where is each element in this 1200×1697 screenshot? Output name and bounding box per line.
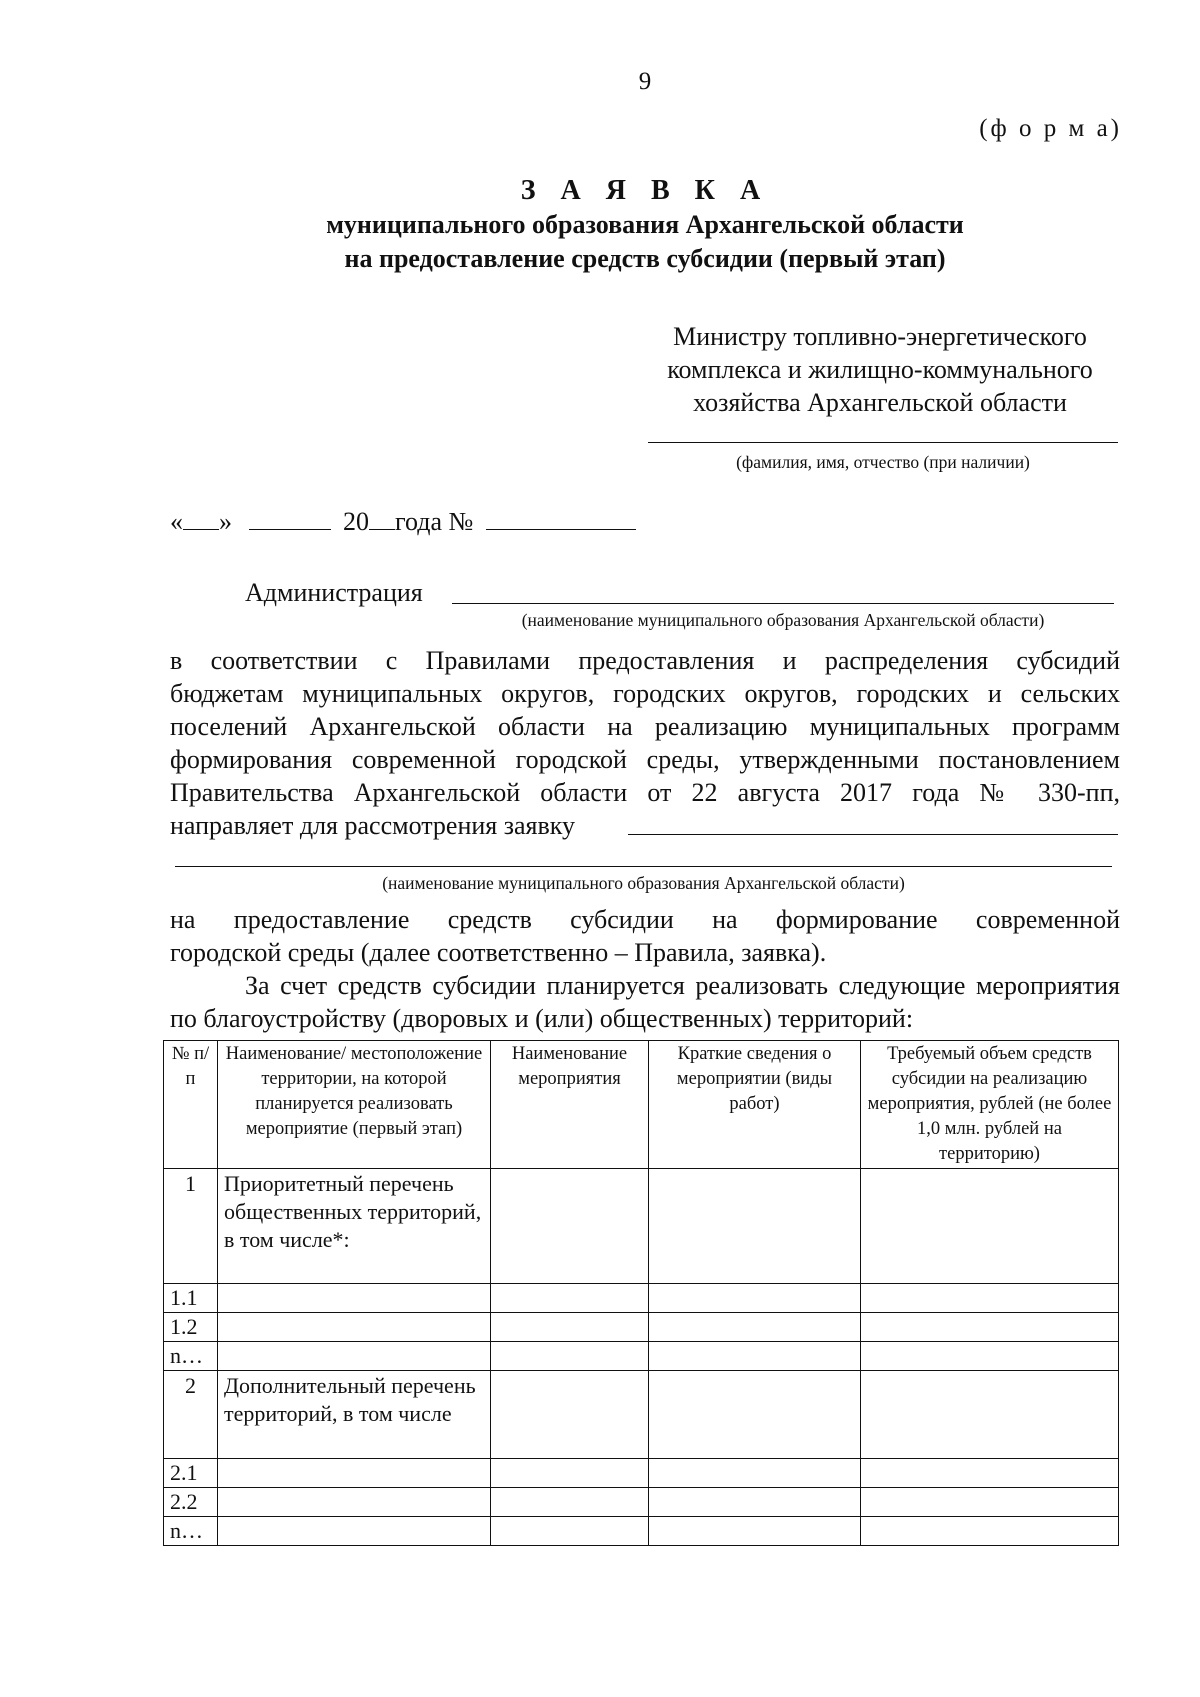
date-line: [170, 507, 636, 537]
row-amount-cell[interactable]: [861, 1284, 1119, 1313]
table-row: [164, 1169, 1119, 1284]
row-details-cell[interactable]: [649, 1169, 861, 1284]
body-line1: в соответствии с Правилами предоставления и распределения субсидий: [170, 646, 1120, 675]
date-month-field[interactable]: [249, 507, 331, 530]
row-amount-cell[interactable]: [861, 1488, 1119, 1517]
row-amount-cell[interactable]: [861, 1313, 1119, 1342]
row-territory-cell[interactable]: [218, 1488, 491, 1517]
row-measure-cell[interactable]: [491, 1342, 649, 1371]
application-name-field-continued[interactable]: [175, 866, 1112, 867]
row-number: 2: [164, 1371, 218, 1459]
document-subtitle-line2: на предоставление средств субсидии (первый этап): [344, 244, 946, 273]
date-close-quote: »: [219, 507, 232, 536]
row-territory-cell[interactable]: [218, 1459, 491, 1488]
row-amount-cell[interactable]: [861, 1371, 1119, 1459]
row-measure-cell[interactable]: [491, 1169, 649, 1284]
date-year-suffix: года №: [395, 507, 474, 536]
row-amount-cell[interactable]: [861, 1459, 1119, 1488]
row-measure-cell[interactable]: [491, 1313, 649, 1342]
table-header-row: [164, 1041, 1119, 1169]
table-header-cell: Требуемый объем средств субсидии на реализацию мероприятия, рублей (не более 1,0 млн. рублей на территорию): [861, 1041, 1119, 1169]
document-subtitle-line1: муниципального образования Архангельской области: [326, 210, 964, 239]
row-measure-cell[interactable]: [491, 1488, 649, 1517]
table-row: [164, 1517, 1119, 1546]
row-number: 1.1: [164, 1284, 218, 1313]
row-details-cell[interactable]: [649, 1284, 861, 1313]
row-amount-cell[interactable]: [861, 1517, 1119, 1546]
row-number: 1.2: [164, 1313, 218, 1342]
body-line9: За счет средств субсидии планируется реализовать следующие мероприятия: [245, 971, 1120, 1000]
table-header-cell: № п/п: [164, 1041, 218, 1169]
table-header-cell: Краткие сведения о мероприятии (виды работ): [649, 1041, 861, 1169]
administration-hint: (наименование муниципального образования Архангельской области): [521, 610, 1045, 630]
row-territory-name: Приоритетный перечень общественных территорий, в том числе*:: [218, 1169, 491, 1284]
date-open-quote: «: [170, 507, 183, 536]
row-details-cell[interactable]: [649, 1371, 861, 1459]
body-line5: Правительства Архангельской области от 22 августа 2017 года № 330-пп,: [170, 778, 1120, 807]
row-details-cell[interactable]: [649, 1517, 861, 1546]
row-number: n…: [164, 1342, 218, 1371]
body-line10: по благоустройству (дворовых и (или) общественных) территорий:: [170, 1004, 914, 1033]
table-row: [164, 1459, 1119, 1488]
row-details-cell[interactable]: [649, 1488, 861, 1517]
page-number: 9: [638, 68, 652, 95]
date-year-field[interactable]: [369, 507, 395, 530]
table-header-cell: Наименование/ местоположение территории, на которой планируется реализовать мероприятие (первый этап): [218, 1041, 491, 1169]
body-line4: формирования современной городской среды, утвержденными постановлением: [170, 745, 1120, 774]
administration-name-field[interactable]: [452, 603, 1114, 604]
body-line7: на предоставление средств субсидии на формирование современной: [170, 905, 1120, 934]
row-details-cell[interactable]: [649, 1313, 861, 1342]
administration-label: Администрация: [245, 578, 423, 607]
row-amount-cell[interactable]: [861, 1169, 1119, 1284]
application-name-field[interactable]: [628, 834, 1118, 835]
row-details-cell[interactable]: [649, 1459, 861, 1488]
addressee-line2: комплекса и жилищно-коммунального: [667, 355, 1093, 384]
table-row: [164, 1488, 1119, 1517]
table-row: [164, 1284, 1119, 1313]
row-territory-cell[interactable]: [218, 1313, 491, 1342]
form-label: (ф о р м а): [979, 115, 1122, 142]
row-measure-cell[interactable]: [491, 1371, 649, 1459]
table-row: [164, 1342, 1119, 1371]
row-number: 1: [164, 1169, 218, 1284]
addressee-hint: (фамилия, имя, отчество (при наличии): [736, 452, 1030, 472]
body-line2: бюджетам муниципальных округов, городских округов, городских и сельских: [170, 679, 1120, 708]
row-territory-name: Дополнительный перечень территорий, в том числе: [218, 1371, 491, 1459]
row-number: 2.1: [164, 1459, 218, 1488]
addressee-line1: Министру топливно-энергетического: [673, 322, 1087, 351]
row-measure-cell[interactable]: [491, 1459, 649, 1488]
table-row: [164, 1371, 1119, 1459]
row-measure-cell[interactable]: [491, 1284, 649, 1313]
table-header-cell: Наименование мероприятия: [491, 1041, 649, 1169]
date-year-prefix: 20: [343, 507, 369, 536]
row-number: 2.2: [164, 1488, 218, 1517]
row-measure-cell[interactable]: [491, 1517, 649, 1546]
addressee-block: [640, 320, 1120, 419]
row-territory-cell[interactable]: [218, 1517, 491, 1546]
row-details-cell[interactable]: [649, 1342, 861, 1371]
row-number: n…: [164, 1517, 218, 1546]
body-line6: направляет для рассмотрения заявку: [170, 811, 576, 840]
measures-table: [163, 1040, 1119, 1546]
body-line3: поселений Архангельской области на реализацию муниципальных программ: [170, 712, 1120, 741]
document-title: З А Я В К А: [520, 175, 770, 206]
row-territory-cell[interactable]: [218, 1342, 491, 1371]
row-amount-cell[interactable]: [861, 1342, 1119, 1371]
application-hint: (наименование муниципального образования Архангельской области): [382, 873, 905, 893]
row-territory-cell[interactable]: [218, 1284, 491, 1313]
doc-number-field[interactable]: [486, 507, 636, 530]
date-day-field[interactable]: [183, 507, 219, 530]
body-line8: городской среды (далее соответственно – Правила, заявка).: [170, 938, 827, 967]
addressee-line3: хозяйства Архангельской области: [693, 388, 1067, 417]
addressee-name-field[interactable]: [648, 442, 1118, 443]
table-row: [164, 1313, 1119, 1342]
